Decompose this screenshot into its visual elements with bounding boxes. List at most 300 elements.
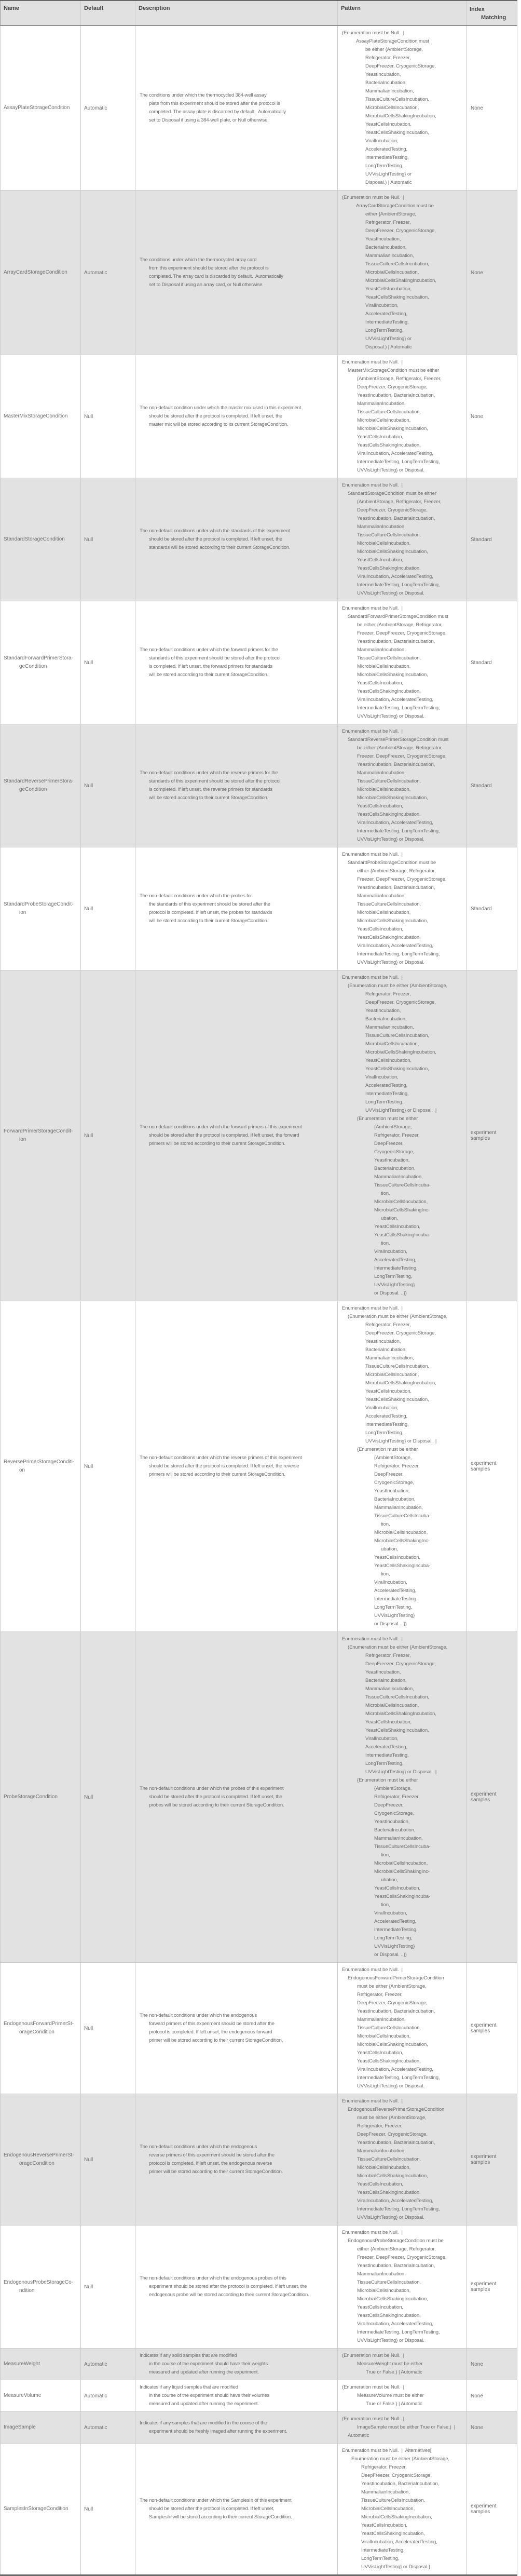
text-line: StandardForwardPrimerStora- [4,655,73,661]
text-line: IntermediateTesting, LongTermTesting, [357,459,440,465]
option-name-cell [1,1632,81,1963]
text-line: MammalianIncubation, [357,2148,406,2154]
text-line: LongTermTesting, [365,1430,404,1436]
text-line: TissueCultureCellsIncuba- [374,1844,431,1850]
column-header-name: Name [1,1,81,25]
text-line: YeastCellsIncubation, [361,2523,407,2528]
pattern-cell [338,478,467,601]
text-line: Enumeration must be Null. | [342,359,403,365]
text-line: SamplesInStorageCondition [4,2506,68,2512]
text-line: IntermediateTesting, [374,1927,418,1933]
text-line: StandardProbeStorageCondit- [4,901,74,907]
text-line: The non-default condition under which the master mix used in this experiment [140,405,301,411]
option-name-cell [1,355,81,478]
text-line: DeepFreezer, CryogenicStorage, [365,1330,436,1336]
text-line: EndogenousReversePrimerSt- [4,2152,74,2158]
text-line: UVVisLightTesting} or Disposal. [357,590,424,596]
text-line: YeastCellsIncubation, [365,1058,412,1063]
pattern-cell [338,724,467,847]
text-line: or Disposal. ..}) [374,1952,407,1958]
text-line: will be stored according to their current StorageCondition. [149,795,269,801]
table-row [1,2444,517,2575]
text-line: on [19,1467,25,1473]
text-line: tion, [381,1521,390,1527]
default-value-cell: Automatic [81,2380,135,2412]
text-line: The non-default conditions under which the reverse primers for the [140,770,278,776]
text-line: ubation, [381,1546,399,1552]
text-line: YeastIncubation, BacteriaIncubation, [357,516,435,521]
text-line: The non-default conditions under which the endogenous [140,2144,257,2150]
text-line: tion, [381,1902,390,1908]
text-line: YeastIncubation, BacteriaIncubation, [357,885,435,891]
option-name-cell [1,724,81,847]
text-line: UVVisLightTesting} or Disposal. | [365,1769,437,1775]
text-line: MammalianIncubation, [357,524,406,530]
text-line: MicrobialCellsShakingIncubation, [365,113,436,119]
text-line: DeepFreezer, [374,1141,404,1147]
text-line: IntermediateTesting, [365,1752,409,1758]
text-line: geCondition [19,664,47,669]
text-line: MicrobialCellsShakingIncubation, [357,2296,428,2302]
index-matching-cell: experiment samples [467,970,517,1301]
text-line: MeasureVolume [4,2393,42,2398]
text-line: Enumeration must be Null. | [342,852,403,857]
text-line: MicrobialCellsIncubation, [357,2033,411,2039]
text-line: TissueCultureCellsIncubation, [357,409,421,415]
text-line: The non-default conditions under which the forward primers of this experiment [140,1124,302,1130]
text-line: YeastCellsShakingIncubation, [357,565,421,571]
text-line: LongTermTesting, [365,1761,404,1766]
text-line: BacteriaIncubation, [365,1347,407,1353]
text-line: MicrobialCellsShakingIncubation, [357,795,428,801]
text-line: DeepFreezer, CryogenicStorage, [357,2132,428,2137]
text-line: reverse primers of this experiment should be stored after the [149,2152,275,2158]
text-line: YeastCellsIncubation, [357,2050,403,2056]
text-line: MicrobialCellsIncubation, [365,269,419,275]
table-row [1,355,517,478]
text-line: CryogenicStorage, [374,1480,414,1486]
index-matching-cell: None [467,191,517,355]
default-value-cell: Automatic [81,25,135,191]
text-line: MicrobialCellsShakingIncubation, [357,672,428,678]
option-name-cell [1,191,81,355]
text-line: YeastCellsShakingIncuba- [374,1232,431,1238]
default-value-cell: Null [81,1301,135,1632]
text-line: set to Disposal if using a 384-well plate, or Null otherwise. [149,117,269,123]
default-value-cell: Null [81,970,135,1301]
text-line: DeepFreezer, CryogenicStorage, [357,2000,428,2006]
text-line: YeastIncubation, BacteriaIncubation, [357,2008,435,2014]
text-line: DeepFreezer, CryogenicStorage, [365,1000,436,1005]
text-line: IntermediateTesting, [361,2547,405,2553]
text-line: IntermediateTesting, [365,1091,409,1097]
text-line: Refrigerator, Freezer, [374,1794,420,1800]
index-matching-cell: None [467,2412,517,2444]
text-line: or Disposal. ..}) [374,1621,407,1627]
text-line: ArrayCardStorageCondition [4,269,67,275]
text-line: MammalianIncubation, [365,1686,414,1692]
text-line: LongTermTesting, [365,163,404,169]
table-row [1,2349,517,2380]
text-line: BacteriaIncubation, [365,1016,407,1022]
text-line: TissueCultureCellsIncubation, [365,97,429,102]
index-matching-cell: Standard [467,847,517,970]
text-line: either {AmbientStorage, Refrigerator, [357,2246,436,2252]
text-line: YeastIncubation, BacteriaIncubation, [357,2140,435,2146]
text-line: MeasureWeight must be either [357,2361,423,2367]
default-value-cell: Automatic [81,2349,135,2380]
column-header-pattern: Pattern [338,1,467,25]
text-line: Refrigerator, Freezer, [357,1992,403,1998]
text-line: ion [19,1137,26,1142]
text-line: BacteriaIncubation, [374,1827,416,1833]
index-matching-cell: experiment samples [467,1301,517,1632]
index-matching-cell: Standard [467,601,517,724]
default-value-cell: Null [81,601,135,724]
text-line: (Enumeration must be Null. | [342,2384,404,2390]
table-row [1,478,517,601]
text-line: plate from this experiment should be stored after the protocol is [149,101,280,106]
text-line: ViralIncubation, AcceleratedTesting, [357,820,433,826]
text-line: YeastCellsShakingIncubation, [357,2190,421,2195]
text-line: should be stored after the protocol is completed. If left unset, the [149,536,282,542]
text-line: ViralIncubation, [365,138,399,144]
text-line: {AmbientStorage, Refrigerator, Freezer, [357,376,442,382]
text-line: MicrobialCellsShakingIncubation, [365,1049,436,1055]
text-line: LongTermTesting, [365,1099,404,1105]
text-line: TissueCultureCellsIncubation, [357,778,421,784]
description-cell [135,191,338,355]
text-line: IntermediateTesting, [365,155,409,160]
pattern-cell [338,1632,467,1963]
text-line: orageCondition [19,2029,54,2035]
text-line: Freezer, DeepFreezer, CryogenicStorage, [357,753,447,759]
text-line: ViralIncubation, [365,1736,399,1742]
text-line: TissueCultureCellsIncubation, [357,2156,421,2162]
text-line: Indicates if any samples that are modified in the course of the [140,2420,267,2426]
description-cell [135,2380,338,2412]
text-line: EndogenousForwardPrimerSt- [4,2021,74,2027]
text-line: MicrobialCellsShakingInc- [374,1538,430,1544]
text-line: is completed. If left unset, the reverse primers for standards [149,787,272,792]
text-line: MicrobialCellsIncubation, [357,664,411,669]
text-line: TissueCultureCellsIncubation, [361,2498,425,2503]
text-line: experiment should be stored after the protocol is completed. If left unset, the [149,2284,307,2289]
text-line: either {AmbientStorage, [365,211,417,217]
text-line: primer will be stored according to their current StorageCondition. [149,2169,283,2175]
text-line: ForwardPrimerStorageCondit- [4,1128,73,1134]
default-value-cell: Null [81,355,135,478]
index-matching-cell: None [467,2380,517,2412]
text-line: MicrobialCellsIncubation, [357,541,411,546]
text-line: TissueCultureCellsIncubation, [357,2025,421,2031]
text-line: MicrobialCellsIncubation, [374,1860,428,1866]
text-line: MicrobialCellsShakingIncubation, [365,278,436,284]
text-line: IntermediateTesting, LongTermTesting, [357,2206,440,2212]
table-row [1,2094,517,2226]
text-line: IntermediateTesting, [374,1596,418,1602]
text-line: ion [19,910,26,915]
text-line: should be stored after the protocol is completed. If left unset, the [149,413,282,419]
text-line: YeastIncubation, BacteriaIncubation, [357,639,435,644]
text-line: EndogenousForwardPrimerStorageCondition [348,1975,444,1981]
text-line: MammalianIncubation, [374,1505,423,1510]
pattern-cell [338,355,467,478]
text-line: primers will be stored according to their current StorageCondition. [149,1141,285,1147]
text-line: The non-default conditions under which the SamplesIn of this experiment [140,2498,292,2503]
text-line: MammalianIncubation, [365,1024,414,1030]
text-line: YeastIncubation, BacteriaIncubation, [357,393,435,398]
text-line: YeastCellsShakingIncubation, [361,2531,425,2537]
pattern-cell [338,601,467,724]
text-line: {Enumeration must be either [357,1116,418,1122]
text-line: ViralIncubation, [365,1074,399,1080]
text-line: YeastCellsShakingIncubation, [365,1728,429,1733]
text-line: ArrayCardStorageCondition must be [356,203,434,209]
text-line: UVVisLightTesting} or Disposal. | [365,1108,437,1113]
text-line: TissueCultureCellsIncubation, [357,901,421,907]
index-matching-cell: None [467,25,517,191]
text-line: orageCondition [19,2161,54,2166]
text-line: (Enumeration must be either {AmbientStorage, [348,1314,448,1319]
text-line: probes will be stored according to their current StorageCondition. [149,1802,284,1808]
text-line: LongTermTesting, [374,1274,413,1279]
text-line: EndogenousProbeStorageCo- [4,2280,73,2285]
text-line: standards of this experiment should be stored after the protocol [149,655,281,661]
text-line: ubation, [381,1216,399,1221]
pattern-cell [338,1963,467,2094]
table-row [1,1963,517,2094]
text-line: True or False.) | Automatic [366,2401,422,2407]
text-line: Freezer, DeepFreezer, CryogenicStorage, [357,876,447,882]
text-line: EndogenousProbeStorageCondition must be [348,2238,444,2244]
text-line: YeastIncubation, [374,1819,410,1825]
text-line: YeastCellsShakingIncuba- [374,1894,431,1899]
text-line: ProbeStorageCondition [4,1794,58,1800]
text-line: completed. The array card is discarded by default. Automatically [149,274,283,279]
text-line: AcceleratedTesting, [374,1588,417,1594]
text-line: UVVisLightTesting} or Disposal. [357,837,424,842]
text-line: IntermediateTesting, [365,319,409,325]
text-line: DeepFreezer, CryogenicStorage, [365,228,436,234]
text-line: BacteriaIncubation, [365,1678,407,1683]
option-name-cell [1,2412,81,2444]
text-line: YeastCellsIncubation, [374,1224,420,1230]
text-line: MicrobialCellsIncubation, [361,2506,415,2512]
table-row [1,970,517,1301]
text-line: protocol is completed. If left unset, the endogenous forward [149,2029,272,2035]
text-line: YeastCellsIncubation, [365,122,412,127]
text-line: should be stored after the protocol is completed. If left unset, the [149,1794,282,1800]
text-line: BacteriaIncubation, [365,80,407,86]
text-line: StandardStorageCondition [4,536,65,542]
text-line: YeastCellsIncubation, [357,803,403,809]
description-cell [135,25,338,191]
text-line: YeastIncubation, [374,1157,410,1163]
text-line: CryogenicStorage, [374,1811,414,1816]
default-value-cell: Null [81,2094,135,2226]
text-line: DeepFreezer, CryogenicStorage, [357,384,428,390]
table-row [1,724,517,847]
option-name-cell [1,25,81,191]
option-name-cell [1,2226,81,2349]
text-line: The non-default conditions under which the probes for [140,893,252,899]
text-line: DeepFreezer, CryogenicStorage, [357,507,428,513]
text-line: Refrigerator, Freezer, [365,1653,411,1658]
text-line: Freezer, DeepFreezer, CryogenicStorage, [357,630,447,636]
text-line: TissueCultureCellsIncubation, [357,655,421,661]
text-line: YeastIncubation, [365,1008,401,1014]
text-line: (Enumeration must be either {AmbientStorage, [348,983,448,989]
text-line: YeastCellsShakingIncubation, [365,294,429,300]
text-line: Enumeration must be Null. | Alternatives[ [342,2448,432,2453]
text-line: MicrobialCellsShakingInc- [374,1207,430,1213]
text-line: ViralIncubation, AcceleratedTesting, [357,574,433,579]
text-line: MicrobialCellsShakingIncubation, [357,549,428,555]
text-line: AssayPlateStorageCondition [4,105,70,111]
table-row [1,1301,517,1632]
text-line: (Enumeration must be Null. | [342,2416,404,2422]
text-line: IntermediateTesting, [365,1422,409,1427]
text-line: AcceleratedTesting, [365,1413,408,1419]
description-cell [135,1301,338,1632]
table-row [1,1632,517,1963]
text-line: MammalianIncubation, [357,2271,406,2277]
description-cell [135,2412,338,2444]
text-line: Enumeration must be Null. | [342,2098,403,2104]
text-line: be either {AmbientStorage, Refrigerator, [357,745,443,751]
pattern-cell [338,191,467,355]
text-line: UVVisLightTesting} or Disposal. [357,2338,424,2343]
text-line: MicrobialCellsShakingIncubation, [361,2514,432,2520]
text-line: in the course of the experiment should have their volumes [149,2393,270,2398]
text-line: YeastCellsIncubation, [357,680,403,686]
text-line: The non-default conditions under which the forward primers for the [140,647,278,653]
text-line: YeastCellsIncubation, [357,434,403,440]
text-line: LongTermTesting, [374,1935,413,1941]
text-line: primers will be stored according to their current StorageCondition. [149,1472,285,1477]
text-line: EndogenousReversePrimerStorageCondition [348,2107,445,2112]
text-line: TissueCultureCellsIncuba- [374,1513,431,1519]
text-line: AcceleratedTesting, [365,146,408,152]
text-line: DeepFreezer, [374,1472,404,1477]
description-cell [135,2094,338,2226]
text-line: IntermediateTesting, LongTermTesting, [357,582,440,588]
text-line: AcceleratedTesting, [365,1744,408,1750]
text-line: either {AmbientStorage, Refrigerator, [357,868,436,874]
option-name-cell [1,601,81,724]
text-line: Enumeration must be Null. | [342,1305,403,1311]
text-line: YeastCellsIncubation, [365,286,412,292]
text-line: UVVisLightTesting} or Disposal. | [365,1438,437,1444]
text-line: YeastIncubation, BacteriaIncubation, [361,2481,440,2487]
text-line: {AmbientStorage, [374,1455,412,1461]
text-line: Refrigerator, Freezer, [365,220,411,225]
text-line: AssayPlateStorageCondition must [356,38,430,44]
text-line: MammalianIncubation, [357,770,406,776]
text-line: MicrobialCellsIncubation, [365,1703,419,1708]
text-line: measured and updated after running the experiment. [149,2401,259,2407]
text-line: MicrobialCellsIncubation, [365,1041,419,1047]
text-line: YeastCellsIncubation, [357,2304,403,2310]
text-line: from this experiment should be stored after the protocol is [149,265,269,271]
text-line: TissueCultureCellsIncuba- [374,1182,431,1188]
text-line: DeepFreezer, CryogenicStorage, [361,2473,432,2478]
text-line: ReversePrimerStorageConditi- [4,1459,75,1465]
option-name-cell [1,970,81,1301]
text-line: YeastIncubation, [365,236,401,242]
text-line: ndition [19,2288,35,2294]
text-line: YeastCellsShakingIncubation, [365,1397,429,1402]
text-line: MammalianIncubation, [361,2489,410,2495]
text-line: Enumeration must be Null. | [342,729,403,734]
text-line: MicrobialCellsIncubation, [357,910,411,915]
text-line: StandardReversePrimerStorageCondition must [348,737,449,743]
text-line: in the course of the experiment should have their weights [149,2361,268,2367]
default-value-cell: Null [81,478,135,601]
text-line: Enumeration must be either {AmbientStorage, [351,2456,449,2462]
default-value-cell: Null [81,2226,135,2349]
text-line: TissueCultureCellsIncubation, [357,2280,421,2285]
text-line: True or False.) | Automatic [366,2369,422,2375]
text-line: YeastCellsIncubation, [365,1719,412,1725]
index-matching-cell: experiment samples [467,1963,517,2094]
text-line: YeastCellsShakingIncubation, [357,689,421,694]
text-line: MicrobialCellsShakingIncubation, [365,1380,436,1386]
text-line: BacteriaIncubation, [365,245,407,250]
text-line: (Enumeration must be either {AmbientStorage, [348,1644,448,1650]
text-line: ViralIncubation, AcceleratedTesting, [357,2198,433,2204]
text-line: DeepFreezer, CryogenicStorage, [365,1661,436,1667]
text-line: MeasureVolume must be either [357,2393,424,2398]
pattern-cell [338,970,467,1301]
table-header-row [1,1,517,25]
text-line: ViralIncubation, [374,1249,407,1255]
text-line: IntermediateTesting, [374,1265,418,1271]
text-line: YeastCellsIncubation, [357,926,403,932]
text-line: Freezer, DeepFreezer, CryogenicStorage, [357,2255,447,2260]
text-line: the standards of this experiment should be stored after the [149,901,270,907]
text-line: YeastCellsShakingIncubation, [365,1066,429,1072]
text-line: Disposal.) | Automatic [365,180,412,185]
option-name-cell [1,1301,81,1632]
text-line: YeastCellsShakingIncubation, [365,130,429,136]
text-line: YeastCellsIncubation, [357,557,403,563]
text-line: ViralIncubation, [374,1580,407,1585]
text-line: The non-default conditions under which the endogenous probes of this [140,2275,286,2281]
description-cell [135,724,338,847]
text-line: (Enumeration must be Null. | [342,30,404,36]
default-value-cell: Null [81,724,135,847]
text-line: IntermediateTesting, LongTermTesting, [357,705,440,711]
text-line: UVVisLightTesting} or Disposal. [357,2083,424,2089]
text-line: MicrobialCellsShakingIncubation, [357,2042,428,2047]
column-header-default: Default [81,1,135,25]
text-line: UVVisLightTesting} [374,1944,415,1949]
index-matching-cell: experiment samples [467,2094,517,2226]
index-matching-cell: None [467,2349,517,2380]
text-line: Enumeration must be Null. | [342,2230,403,2235]
option-name-cell [1,2380,81,2412]
text-line: YeastCellsIncubation, [374,1885,420,1891]
text-line: MicrobialCellsIncubation, [357,787,411,792]
text-line: MicrobialCellsShakingIncubation, [357,426,428,431]
index-matching-cell: experiment samples [467,1632,517,1963]
pattern-cell [338,2226,467,2349]
text-line: MammalianIncubation, [357,401,406,407]
text-line: should be stored after the protocol is completed. If left unset, [149,2506,275,2512]
option-name-cell [1,2444,81,2575]
